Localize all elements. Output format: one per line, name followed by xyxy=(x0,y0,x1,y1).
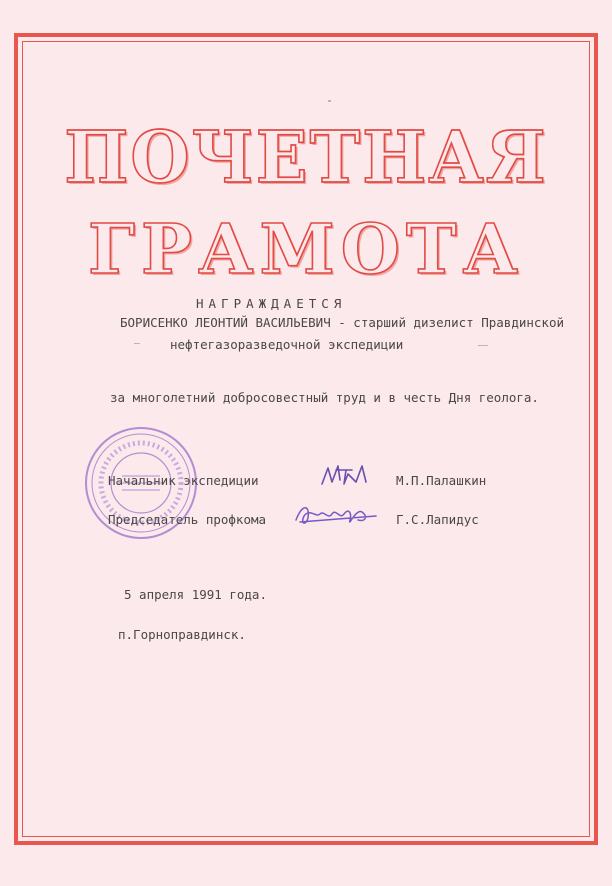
certificate-title-line-2: ГРАМОТА xyxy=(88,210,524,290)
signer-role-1: Начальник экспедиции xyxy=(108,473,259,488)
paper-speck xyxy=(134,343,140,344)
signature-2-icon xyxy=(292,498,378,532)
signature-1-icon xyxy=(318,460,370,490)
organization-line: нефтегазоразведочной экспедиции xyxy=(170,337,404,352)
paper-speck xyxy=(328,100,331,102)
signer-name-1: М.П.Палашкин xyxy=(396,473,487,488)
issue-date: 5 апреля 1991 года. xyxy=(124,587,267,602)
certificate-title-line-1: ПОЧЕТНАЯ xyxy=(64,116,548,200)
signer-role-2: Председатель профкома xyxy=(108,512,267,527)
recipient-line: БОРИСЕНКО ЛЕОНТИЙ ВАСИЛЬЕВИЧ - старший дизелист Правдинской xyxy=(120,315,565,330)
paper-speck xyxy=(478,345,488,346)
awarded-label: НАГРАЖДАЕТСЯ xyxy=(196,296,347,311)
issue-place: п.Горноправдинск. xyxy=(118,627,246,642)
signer-name-2: Г.С.Лапидус xyxy=(396,512,479,527)
award-reason: за многолетний добросовестный труд и в честь Дня геолога. xyxy=(110,390,539,405)
